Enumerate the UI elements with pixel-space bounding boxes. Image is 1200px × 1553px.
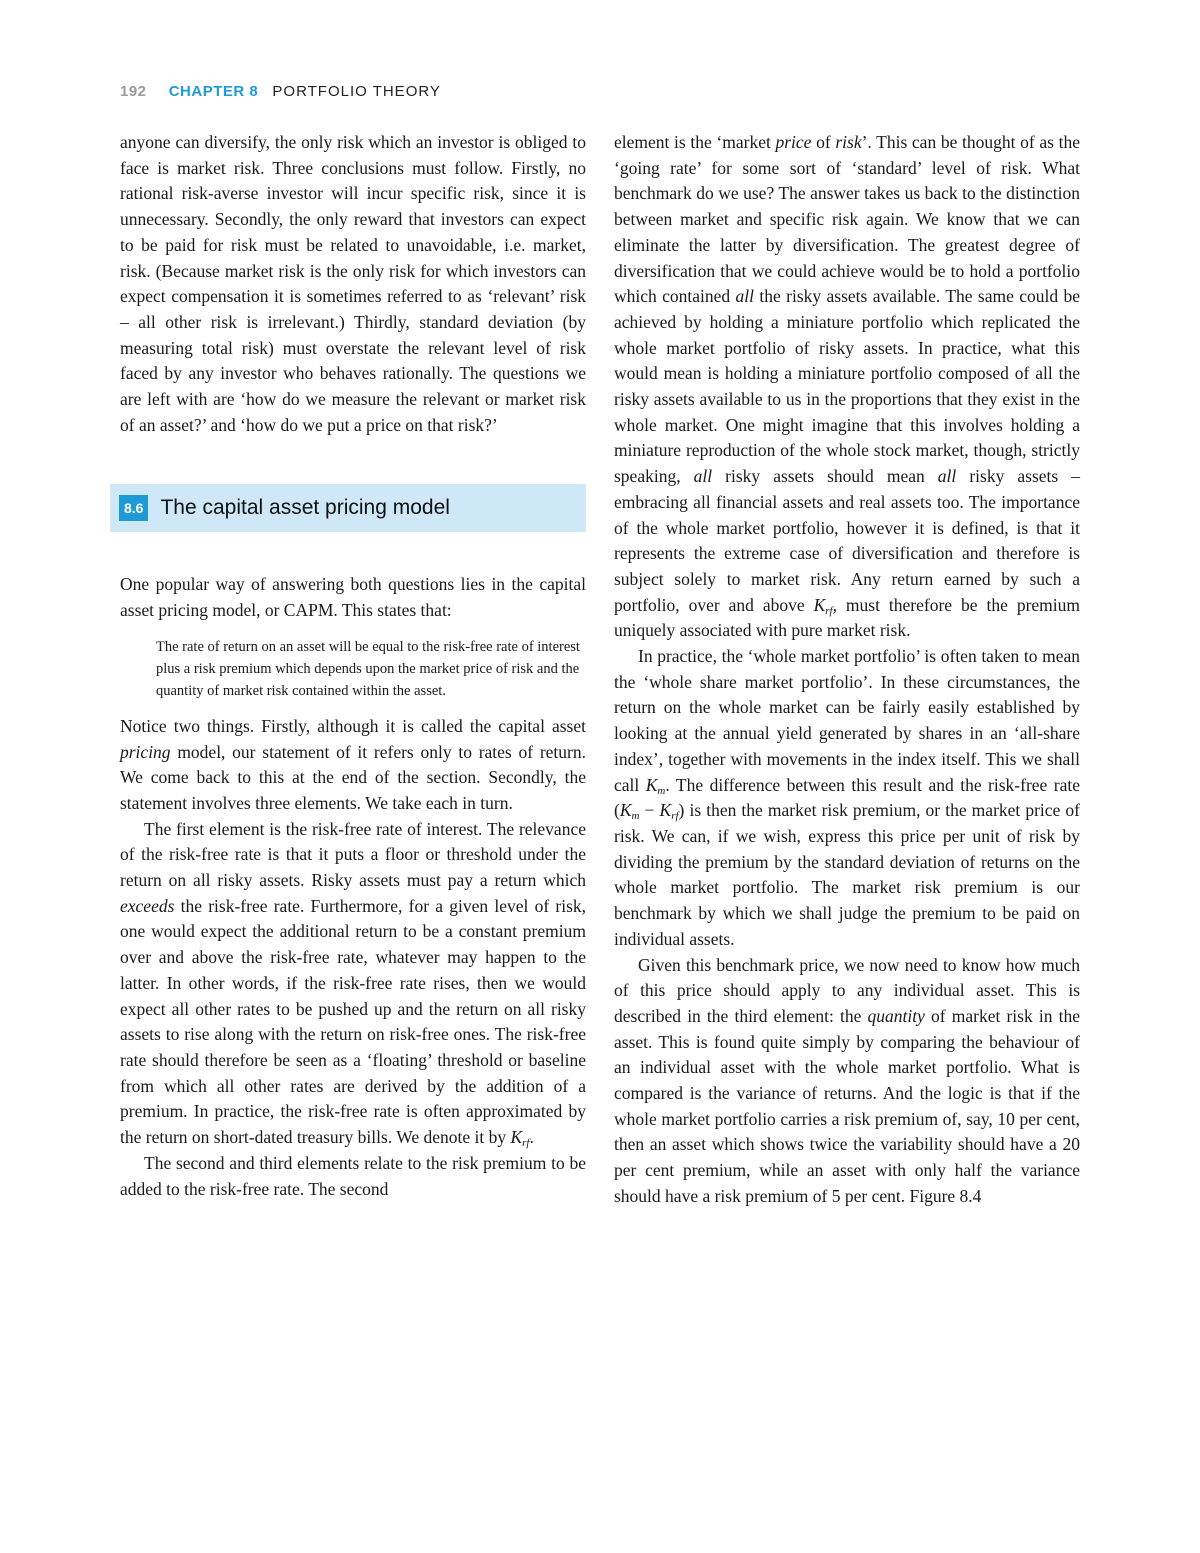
section-number: 8.6 <box>119 495 148 521</box>
section-heading <box>110 484 586 532</box>
paragraph: The second and third elements relate to the risk premium to be added to the risk-free rate. The second <box>120 1152 586 1199</box>
section-title: The capital asset pricing model <box>160 496 450 520</box>
paragraph: element is the ‘market price of risk’. This can be thought of as the ‘going rate’ for some sort of ‘standard’ level of risk. What benchmark do we use? The answer takes us back to the distinction between market and specific risk again. We know that we can eliminate the latter by diversification. The greatest degree of diversification that we could achieve would be to hold a portfolio which contained all the risky assets available. The same could be achieved by holding a miniature portfolio which replicated the whole market portfolio of risky assets. In practice, what this would mean is holding a miniature portfolio composed of all the risky assets available to us in the proportions that they exist in the whole market. One might imagine that this involves holding a miniature reproduction of the whole stock market, though, strictly speaking, all risky assets should mean all risky assets – embracing all financial assets and real assets too. The importance of the whole market portfolio, however it is defined, is that it represents the extreme case of diversification and therefore is subject solely to market risk. Any return earned by such a portfolio, over and above $K_{rf}$, must therefore be the premium uniquely associated with pure market risk. <box>614 132 1081 641</box>
page-number: 192 <box>120 83 147 100</box>
paragraph: The first element is the risk-free rate of interest. The relevance of the risk-free rate is that it puts a floor or threshold under the return on all risky assets. Risky assets must pay a return which exceeds the risk-free rate. Furthermore, for a given level of risk, one would expect the additional return to be a constant premium over and above the risk-free rate, whatever may happen to the latter. In other words, if the risk-free rate rises, then we would expect all other rates to be pushed up and the return on all risky assets to rise along with the return on risk-free ones. The risk-free rate should therefore be seen as a ‘floating’ threshold or baseline from which all other rates are derived by the addition of a premium. In practice, the risk-free rate is often approximated by the return on short-dated treasury bills. We denote it by $K_{rf}$. <box>120 818 586 1150</box>
paragraph: anyone can diversify, the only risk which an investor is obliged to face is market risk. Three conclusions must follow. Firstly, no rational risk-averse investor will incur specific risk, since it is unnecessary. Secondly, the only reward that investors can expect to be paid for risk must be related to unavoidable, i.e. market, risk. (Because market risk is the only risk for which investors can expect compensation it is sometimes referred to as ‘relevant’ risk – all other risk is irrelevant.) Thirdly, standard deviation (by measuring total risk) must overstate the relevant level of risk faced by any investor who behaves rationally. The questions we are left with are ‘how do we measure the relevant or market risk of an asset?’ and ‘how do we put a price on that risk?’ <box>120 132 586 435</box>
chapter-label: CHAPTER 8 <box>168 83 259 100</box>
paragraph: In practice, the ‘whole market portfolio’ is often taken to mean the ‘whole share market portfolio’. In these circumstances, the return on the whole market can be fairly easily established by looking at the annual yield generated by shares in an ‘all-share index’, together with movements in the index itself. This we shall call $K_m$. The difference between this result and the risk-free rate $(K_m - K_{rf})$ is then the market risk premium, or the market price of risk. We can, if we wish, express this price per unit of risk by dividing the premium by the standard deviation of returns on the whole market portfolio. The market risk premium is our benchmark by which we shall judge the premium to be paid on individual assets. <box>614 646 1081 949</box>
paragraph: Given this benchmark price, we now need to know how much of this price should apply to any individual asset. This is described in the third element: the quantity of market risk in the asset. This is found quite simply by comparing the behaviour of an individual asset with the whole market portfolio. What is compared is the variance of returns. And the logic is that if the whole market portfolio carries a risk premium of, say, 10 per cent, then an asset which shows twice the variability should have a 20 per cent premium, while an asset with only half the variance should have a risk premium of 5 per cent. Figure 8.4 <box>614 954 1080 1206</box>
left-column <box>120 130 586 1202</box>
running-header <box>120 80 441 104</box>
paragraph: One popular way of answering both questions lies in the capital asset pricing model, or CAPM. This states that: <box>120 574 586 621</box>
block-quote: The rate of return on an asset will be equal to the risk-free rate of interest plus a risk premium which depends upon the market price of risk and the quantity of market risk contained within the asset. <box>156 638 580 699</box>
chapter-title: PORTFOLIO THEORY <box>272 83 441 100</box>
right-column <box>614 130 1080 1210</box>
paragraph: Notice two things. Firstly, although it is called the capital asset pricing model, our statement of it refers only to rates of return. We come back to this at the end of the section. Secondly, the statement involves three elements. We take each in turn. <box>120 715 586 813</box>
